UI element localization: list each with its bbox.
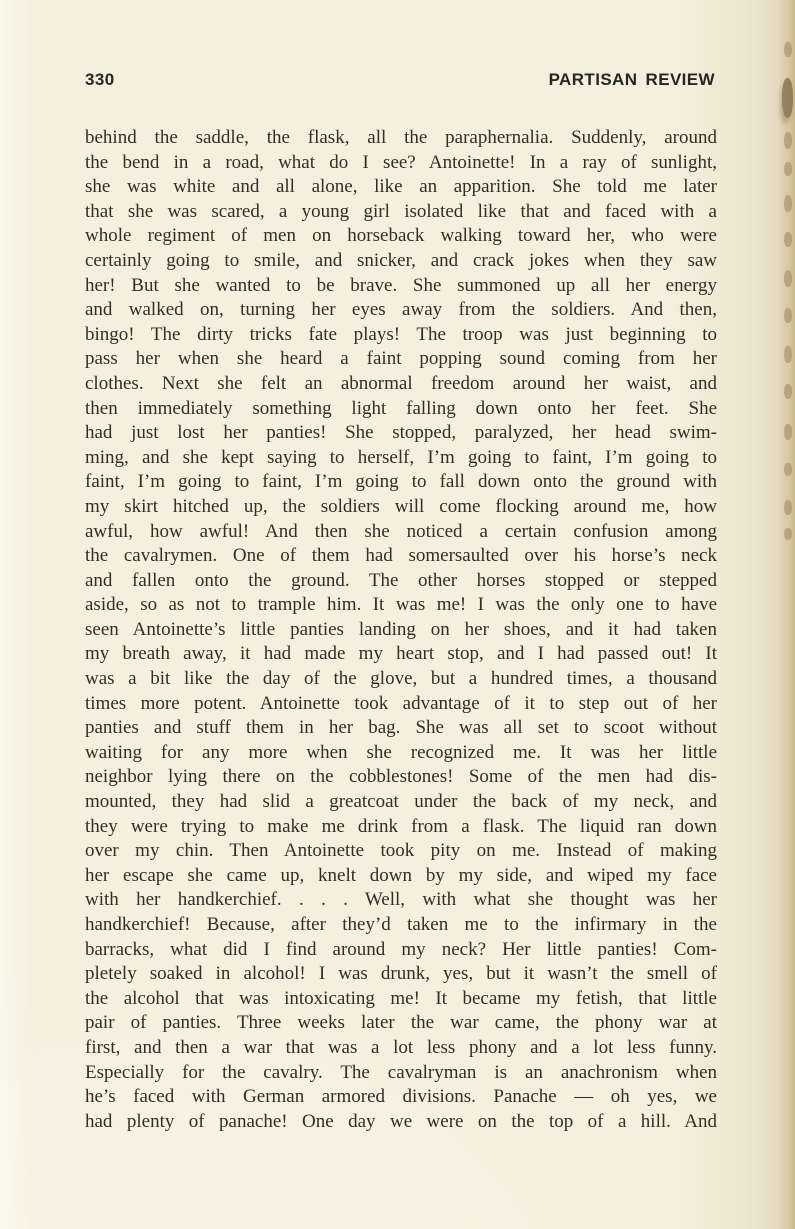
text-line: the alcohol that was intoxicating me! It became my fetish, that little	[85, 987, 717, 1009]
text-line: they were trying to make me drink from a flask. The liquid ran down	[85, 815, 717, 837]
text-line: pletely soaked in alcohol! I was drunk, yes, but it wasn’t the smell of	[85, 963, 717, 985]
text-line: bingo! The dirty tricks fate plays! The troop was just beginning to	[85, 323, 717, 345]
page-edge-mark	[784, 232, 792, 247]
text-line: my breath away, it had made my heart stop, and I had passed out! It	[85, 643, 717, 665]
text-line: and walked on, turning her eyes away from the soldiers. And then,	[85, 299, 717, 321]
text-line: he’s faced with German armored divisions. Panache — oh yes, we	[85, 1086, 717, 1108]
page-edge-mark	[784, 162, 792, 176]
text-line: her! But she wanted to be brave. She summoned up all her energy	[85, 274, 717, 296]
text-line: my skirt hitched up, the soldiers will come flocking around me, how	[85, 495, 717, 517]
text-line: pair of panties. Three weeks later the war came, the phony war at	[85, 1012, 717, 1034]
page-edge-mark	[784, 528, 792, 540]
page-edge-mark	[784, 424, 792, 440]
text-line: first, and then a war that was a lot less phony and a lot less funny.	[85, 1036, 717, 1058]
page-edge-mark	[784, 500, 792, 515]
page-edge-mark	[784, 384, 792, 399]
page-edge-mark	[784, 195, 792, 212]
text-line: with her handkerchief. . . . Well, with what she thought was her	[85, 889, 717, 911]
text-line: then immediately something light falling down onto her feet. She	[85, 397, 717, 419]
page-edge-mark	[782, 78, 793, 118]
text-line: her escape she came up, knelt down by my side, and wiped my face	[85, 864, 717, 886]
text-line: ming, and she kept saying to herself, I’m going to faint, I’m going to	[85, 446, 717, 468]
text-line: handkerchief! Because, after they’d taken me to the infirmary in the	[85, 914, 717, 935]
text-line: the bend in a road, what do I see? Antoinette! In a ray of sunlight,	[85, 151, 717, 173]
text-line: seen Antoinette’s little panties landing on her shoes, and it had taken	[85, 618, 717, 640]
text-line: Especially for the cavalry. The cavalryman is an anachronism when	[85, 1061, 717, 1083]
page-number: 330	[85, 70, 115, 89]
text-line: certainly going to smile, and snicker, and crack jokes when they saw	[85, 249, 717, 271]
text-line: pass her when she heard a faint popping sound coming from her	[85, 348, 717, 370]
text-line: panties and stuff them in her bag. She was all set to scoot without	[85, 717, 717, 739]
text-line: neighbor lying there on the cobblestones! Some of the men had dis-	[85, 766, 717, 788]
text-line: was a bit like the day of the glove, but a hundred times, a thousand	[85, 668, 717, 690]
page-edge-mark	[784, 308, 792, 323]
text-line: behind the saddle, the flask, all the paraphernalia. Suddenly, around	[85, 127, 717, 148]
page-edge-mark	[784, 463, 792, 476]
body-text	[85, 126, 717, 1134]
text-line: faint, I’m going to faint, I’m going to fall down onto the ground with	[85, 471, 717, 493]
page-edge-mark	[784, 346, 792, 363]
page-edge-mark	[784, 270, 792, 287]
text-line: barracks, what did I find around my neck? Her little panties! Com-	[85, 938, 717, 960]
page-edge-texture	[777, 0, 795, 1229]
text-line: aside, so as not to trample him. It was me! I was the only one to have	[85, 594, 717, 616]
text-line: waiting for any more when she recognized me. It was her little	[85, 741, 717, 763]
text-line: mounted, they had slid a greatcoat under the back of my neck, and	[85, 791, 717, 813]
journal-title: PARTISAN REVIEW	[548, 70, 715, 89]
page-header	[85, 70, 715, 90]
text-line: over my chin. Then Antoinette took pity on me. Instead of making	[85, 840, 717, 862]
text-line: the cavalrymen. One of them had somersaulted over his horse’s neck	[85, 545, 717, 567]
text-line: whole regiment of men on horseback walking toward her, who were	[85, 225, 717, 247]
text-line: awful, how awful! And then she noticed a certain confusion among	[85, 520, 717, 542]
page-edge-mark	[784, 132, 792, 149]
text-line: had just lost her panties! She stopped, paralyzed, her head swim-	[85, 422, 717, 444]
text-line: times more potent. Antoinette took advantage of it to step out of her	[85, 692, 717, 714]
text-line: clothes. Next she felt an abnormal freedom around her waist, and	[85, 372, 717, 394]
page-edge-mark	[784, 42, 792, 57]
text-line: and fallen onto the ground. The other horses stopped or stepped	[85, 569, 717, 591]
text-line: that she was scared, a young girl isolated like that and faced with a	[85, 200, 717, 222]
text-line: had plenty of panache! One day we were on the top of a hill. And	[85, 1110, 717, 1132]
text-line: she was white and all alone, like an apparition. She told me later	[85, 176, 717, 198]
